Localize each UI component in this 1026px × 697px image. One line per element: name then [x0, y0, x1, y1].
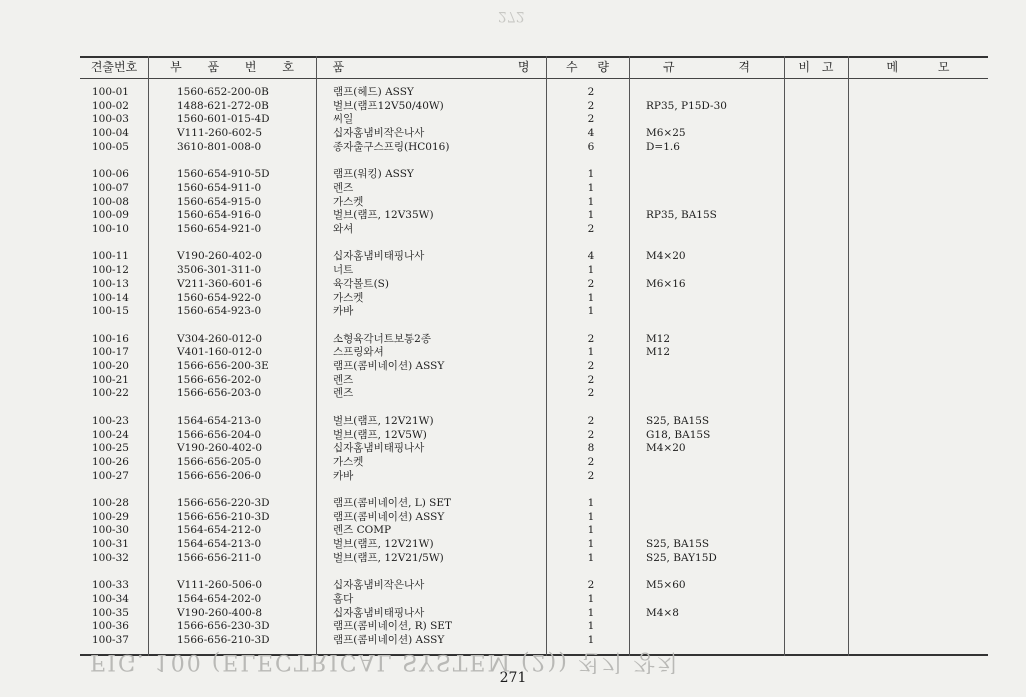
quantity-cell: 1 — [587, 634, 595, 646]
row-spacer — [80, 483, 988, 496]
part-name-cell: 십자홈냄비태핑나사 — [333, 606, 425, 619]
table-row — [80, 634, 988, 647]
part-name-cell: 램프(콤비네이션) ASSY — [333, 360, 445, 372]
part-number-cell: 1560-654-921-0 — [177, 223, 262, 235]
part-name-cell: 스프링와셔 — [333, 346, 384, 359]
table-row — [80, 456, 988, 469]
quantity-cell: 2 — [587, 99, 595, 112]
table-row — [80, 141, 988, 154]
part-number-cell: V190-260-402-0 — [177, 250, 263, 263]
part-number-cell: 1566-656-203-0 — [177, 387, 262, 400]
spec-cell: M6×25 — [646, 127, 686, 140]
table-row — [80, 374, 988, 387]
part-number-cell: 1566-656-211-0 — [177, 551, 262, 564]
part-name-cell: 벌브(램프, 12V35W) — [333, 209, 434, 222]
item-number-cell: 100-32 — [92, 551, 129, 564]
page-number: 271 — [499, 670, 527, 686]
part-number-cell: 1564-654-213-0 — [177, 538, 262, 551]
part-number-cell: 1560-654-916-0 — [177, 209, 262, 222]
parts-table — [80, 56, 988, 656]
quantity-cell: 2 — [587, 113, 595, 126]
item-number-cell: 100-27 — [92, 469, 129, 482]
item-number-cell: 100-10 — [92, 223, 129, 235]
item-number-cell: 100-15 — [92, 305, 129, 318]
part-name-cell: 램프(콤비네이션, L) SET — [333, 497, 452, 509]
quantity-cell: 1 — [587, 497, 595, 509]
table-row — [80, 264, 988, 277]
quantity-cell: 2 — [587, 428, 595, 441]
table-row — [80, 209, 988, 222]
bleed-through-page-number: 272 — [498, 8, 525, 24]
part-number-cell: 1560-654-922-0 — [177, 291, 262, 304]
table-row — [80, 100, 988, 113]
table-row — [80, 360, 988, 373]
quantity-cell: 1 — [587, 209, 595, 222]
item-number-cell: 100-11 — [92, 250, 129, 263]
quantity-cell: 2 — [587, 373, 595, 386]
quantity-cell: 2 — [587, 387, 595, 400]
part-name-cell: 가스켓 — [333, 455, 364, 468]
table-row — [80, 470, 988, 483]
part-number-cell: 1566-656-204-0 — [177, 428, 262, 441]
quantity-cell: 2 — [587, 469, 595, 482]
header-bottom-rule — [80, 78, 988, 79]
quantity-cell: 1 — [587, 305, 595, 318]
item-number-cell: 100-31 — [92, 538, 129, 551]
part-name-cell: 벌브(램프, 12V21W) — [333, 414, 434, 427]
item-number-cell: 100-29 — [92, 510, 129, 523]
item-number-cell: 100-23 — [92, 414, 129, 427]
table-row — [80, 552, 988, 565]
row-spacer — [80, 155, 988, 168]
part-name-cell: 육각볼트(S) — [333, 277, 389, 290]
part-number-cell: 1560-654-915-0 — [177, 195, 262, 208]
part-number-cell: 1560-654-923-0 — [177, 305, 262, 318]
item-number-cell: 100-33 — [92, 579, 129, 592]
part-name-cell: 램프(콤비네이션) ASSY — [333, 510, 445, 523]
quantity-cell: 1 — [587, 606, 595, 619]
item-number-cell: 100-36 — [92, 620, 129, 633]
table-row — [80, 305, 988, 318]
table-row — [80, 387, 988, 400]
part-number-cell: 1560-654-910-5D — [177, 168, 270, 181]
part-number-cell: V401-160-012-0 — [177, 346, 263, 359]
header-quantity: 수 량 — [566, 60, 609, 74]
part-name-cell: 렌즈 — [333, 387, 354, 400]
spec-cell: RP35, BA15S — [646, 209, 717, 222]
quantity-cell: 2 — [587, 360, 595, 372]
row-spacer — [80, 566, 988, 579]
bleed-through-caption: FIG. 100 (ELECTRICAL SYSTEM (2)) 전기 장치 — [90, 649, 680, 674]
item-number-cell: 100-01 — [92, 86, 129, 98]
table-row — [80, 415, 988, 428]
table-row — [80, 346, 988, 359]
quantity-cell: 2 — [587, 414, 595, 427]
item-number-cell: 100-05 — [92, 140, 129, 153]
part-number-cell: 1566-656-200-3E — [177, 360, 269, 372]
part-name-cell: 종자출구스프링(HC016) — [333, 140, 450, 153]
table-row — [80, 607, 988, 620]
quantity-cell: 1 — [587, 195, 595, 208]
spec-cell: M6×16 — [646, 277, 686, 290]
item-number-cell: 100-37 — [92, 634, 129, 646]
table-row — [80, 429, 988, 442]
part-number-cell: 3610-801-008-0 — [177, 140, 262, 153]
item-number-cell: 100-22 — [92, 387, 129, 400]
quantity-cell: 4 — [587, 127, 595, 140]
item-number-cell: 100-09 — [92, 209, 129, 222]
spec-cell: M4×20 — [646, 250, 686, 263]
quantity-cell: 2 — [587, 277, 595, 290]
table-row — [80, 86, 988, 99]
part-name-cell: 씨일 — [333, 113, 354, 126]
part-name-cell: 램프(워킹) ASSY — [333, 168, 414, 181]
part-number-cell: 1560-652-200-0B — [177, 86, 269, 98]
quantity-cell: 1 — [587, 346, 595, 359]
part-number-cell: V190-260-402-0 — [177, 442, 263, 455]
table-row — [80, 497, 988, 510]
quantity-cell: 1 — [587, 551, 595, 564]
part-number-cell: 1560-654-911-0 — [177, 181, 262, 194]
part-number-cell: 1560-601-015-4D — [177, 113, 270, 126]
quantity-cell: 6 — [587, 140, 595, 153]
item-number-cell: 100-07 — [92, 181, 129, 194]
part-number-cell: 1566-656-205-0 — [177, 455, 262, 468]
header-note: 비 고 — [798, 60, 834, 74]
spec-cell: RP35, P15D-30 — [646, 99, 727, 112]
part-number-cell: 1564-654-213-0 — [177, 414, 262, 427]
part-name-cell: 렌즈 COMP — [333, 524, 392, 537]
part-number-cell: 1564-654-202-0 — [177, 592, 262, 605]
table-row — [80, 168, 988, 181]
spec-cell: S25, BAY15D — [646, 551, 717, 564]
item-number-cell: 100-34 — [92, 592, 129, 605]
table-row — [80, 182, 988, 195]
part-name-cell: 램프(콤비네이션) ASSY — [333, 634, 445, 646]
table-row — [80, 292, 988, 305]
part-name-cell: 벌브(램프, 12V21W) — [333, 538, 434, 551]
spec-cell: M12 — [646, 346, 671, 359]
table-row — [80, 593, 988, 606]
quantity-cell: 2 — [587, 579, 595, 592]
part-name-cell: 십자홈냄비태핑나사 — [333, 250, 425, 263]
part-name-cell: 가스켓 — [333, 195, 364, 208]
header-part-name: 품 명 — [332, 60, 530, 74]
row-spacer — [80, 319, 988, 332]
item-number-cell: 100-25 — [92, 442, 129, 455]
table-row — [80, 524, 988, 537]
quantity-cell: 1 — [587, 168, 595, 181]
part-number-cell: 1566-656-230-3D — [177, 620, 270, 633]
part-number-cell: V190-260-400-8 — [177, 606, 263, 619]
item-number-cell: 100-24 — [92, 428, 129, 441]
spec-cell: S25, BA15S — [646, 538, 710, 551]
item-number-cell: 100-17 — [92, 346, 129, 359]
row-spacer — [80, 401, 988, 414]
item-number-cell: 100-14 — [92, 291, 129, 304]
quantity-cell: 4 — [587, 250, 595, 263]
part-name-cell: 십자홈냄비태핑나사 — [333, 442, 425, 455]
part-name-cell: 와셔 — [333, 223, 354, 235]
table-row — [80, 113, 988, 126]
item-number-cell: 100-30 — [92, 524, 129, 537]
item-number-cell: 100-26 — [92, 455, 129, 468]
part-number-cell: 1488-621-272-0B — [177, 99, 269, 112]
quantity-cell: 1 — [587, 592, 595, 605]
quantity-cell: 8 — [587, 442, 595, 455]
table-row — [80, 127, 988, 140]
part-name-cell: 카바 — [333, 469, 354, 482]
table-row — [80, 196, 988, 209]
quantity-cell: 1 — [587, 524, 595, 537]
part-name-cell: 카바 — [333, 305, 354, 318]
item-number-cell: 100-35 — [92, 606, 129, 619]
spec-cell: M4×8 — [646, 606, 679, 619]
header-part-number: 부 품 번 호 — [170, 60, 294, 74]
part-number-cell: V304-260-012-0 — [177, 332, 263, 345]
part-name-cell: 벌브(램프12V50/40W) — [333, 99, 444, 112]
part-name-cell: 십자홈냄비작은나사 — [333, 579, 425, 592]
quantity-cell: 2 — [587, 332, 595, 345]
part-name-cell: 렌즈 — [333, 181, 354, 194]
part-name-cell: 너트 — [333, 264, 354, 277]
table-row — [80, 538, 988, 551]
part-number-cell: V211-360-601-6 — [177, 277, 263, 290]
header-no: 견출번호 — [90, 60, 138, 74]
quantity-cell: 1 — [587, 538, 595, 551]
item-number-cell: 100-02 — [92, 99, 129, 112]
header-memo: 메 모 — [886, 60, 950, 74]
part-name-cell: 렌즈 — [333, 373, 354, 386]
spec-cell: M4×20 — [646, 442, 686, 455]
part-name-cell: 벌브(램프, 12V21/5W) — [333, 551, 444, 564]
quantity-cell: 2 — [587, 86, 595, 98]
part-number-cell: 1566-656-220-3D — [177, 497, 270, 509]
spec-cell: G18, BA15S — [646, 428, 711, 441]
header-spec: 규 격 — [663, 60, 750, 74]
part-name-cell: 소형육각너트보통2종 — [333, 332, 431, 345]
part-number-cell: V111-260-506-0 — [177, 579, 263, 592]
part-name-cell: 가스켓 — [333, 291, 364, 304]
part-name-cell: 홈다 — [333, 592, 354, 605]
spec-cell: S25, BA15S — [646, 414, 710, 427]
item-number-cell: 100-08 — [92, 195, 129, 208]
quantity-cell: 1 — [587, 181, 595, 194]
item-number-cell: 100-12 — [92, 264, 129, 277]
item-number-cell: 100-04 — [92, 127, 129, 140]
quantity-cell: 1 — [587, 291, 595, 304]
part-name-cell: 십자홈냄비작은나사 — [333, 127, 425, 140]
table-row — [80, 442, 988, 455]
part-number-cell: 1566-656-210-3D — [177, 634, 270, 646]
part-name-cell: 램프(콤비네이션, R) SET — [333, 620, 452, 633]
part-number-cell: 1566-656-210-3D — [177, 510, 270, 523]
part-number-cell: 1564-654-212-0 — [177, 524, 262, 537]
part-number-cell: V111-260-602-5 — [177, 127, 263, 140]
spec-cell: D=1.6 — [646, 140, 680, 153]
table-row — [80, 579, 988, 592]
row-spacer — [80, 237, 988, 250]
table-row — [80, 620, 988, 633]
table-row — [80, 511, 988, 524]
part-number-cell: 3506-301-311-0 — [177, 264, 262, 277]
item-number-cell: 100-13 — [92, 277, 129, 290]
part-name-cell: 램프(헤드) ASSY — [333, 86, 414, 98]
quantity-cell: 1 — [587, 510, 595, 523]
item-number-cell: 100-16 — [92, 332, 129, 345]
item-number-cell: 100-28 — [92, 497, 129, 509]
spec-cell: M12 — [646, 332, 671, 345]
part-name-cell: 벌브(램프, 12V5W) — [333, 428, 427, 441]
item-number-cell: 100-03 — [92, 113, 129, 126]
quantity-cell: 2 — [587, 223, 595, 235]
quantity-cell: 1 — [587, 264, 595, 277]
item-number-cell: 100-21 — [92, 373, 129, 386]
part-number-cell: 1566-656-202-0 — [177, 373, 262, 386]
table-row — [80, 278, 988, 291]
item-number-cell: 100-06 — [92, 168, 129, 181]
quantity-cell: 1 — [587, 620, 595, 633]
quantity-cell: 2 — [587, 455, 595, 468]
table-row — [80, 333, 988, 346]
table-row — [80, 250, 988, 263]
table-row — [80, 223, 988, 236]
item-number-cell: 100-20 — [92, 360, 129, 372]
part-number-cell: 1566-656-206-0 — [177, 469, 262, 482]
spec-cell: M5×60 — [646, 579, 686, 592]
